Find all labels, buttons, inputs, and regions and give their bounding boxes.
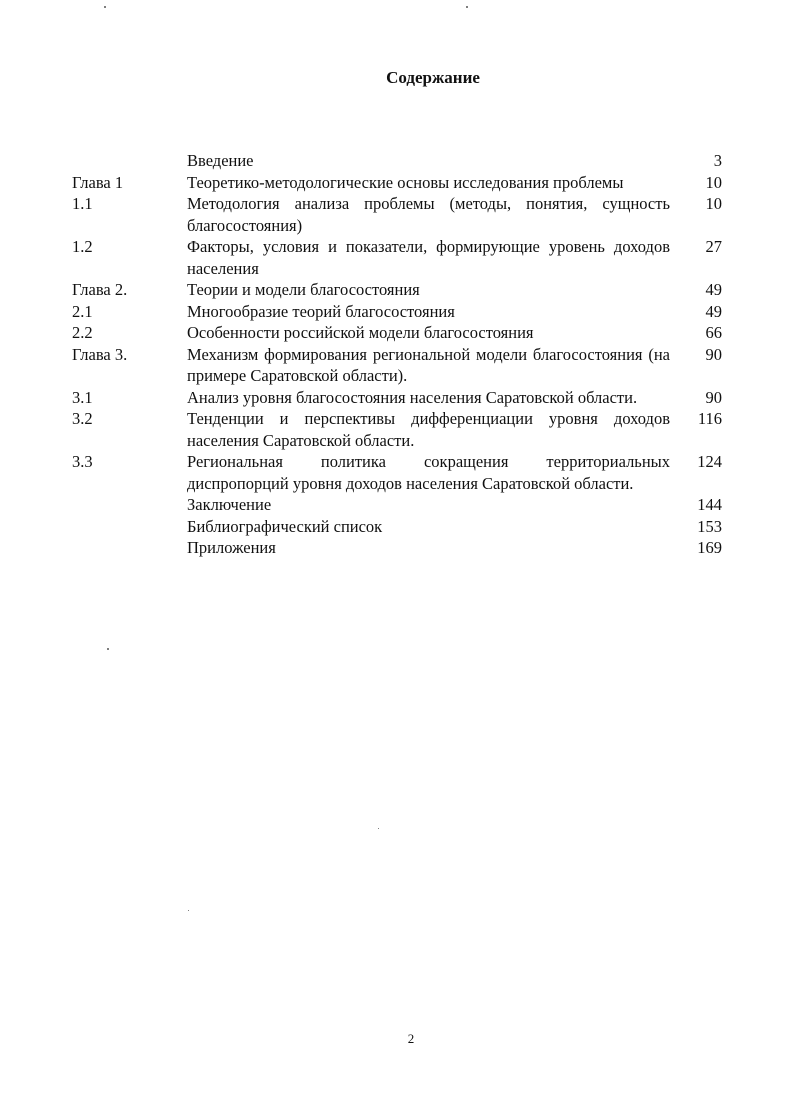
toc-entry[interactable] (72, 408, 722, 451)
toc-entry-number: Глава 2. (72, 280, 128, 299)
toc-entry[interactable] (72, 387, 722, 409)
toc-entry[interactable] (72, 236, 722, 279)
toc-entry-title: Механизм формирования региональной модели благосостояния (на примере Саратовской области). (187, 344, 670, 385)
toc-entry[interactable] (72, 344, 722, 387)
toc-entry-number: 1.2 (72, 237, 93, 256)
scan-speck (104, 6, 106, 8)
toc-entry-page: 169 (697, 538, 722, 557)
toc-entry-number: 3.1 (72, 387, 93, 407)
toc-entry-title: Библиографический список (187, 516, 383, 536)
scan-speck (378, 828, 379, 829)
toc-entry[interactable] (72, 516, 722, 538)
table-of-contents (72, 150, 722, 559)
toc-entry[interactable] (72, 150, 722, 172)
toc-entry-title: Многообразие теорий благосостояния (187, 301, 455, 321)
toc-entry-number: Глава 3. (72, 344, 128, 364)
scan-speck (466, 6, 468, 8)
toc-entry-title: Анализ уровня благосостояния населения Саратовской области. (187, 387, 638, 407)
toc-entry-title: Теории и модели благосостояния (187, 280, 420, 299)
toc-entry-number: 3.2 (72, 409, 93, 428)
toc-entry[interactable] (72, 193, 722, 236)
toc-entry-page: 116 (697, 409, 722, 428)
toc-entry-page: 124 (697, 452, 722, 471)
toc-entry-page: 144 (697, 495, 722, 514)
toc-entry[interactable] (72, 451, 722, 494)
toc-entry-page: 49 (705, 301, 722, 321)
toc-entry-page: 66 (705, 323, 722, 342)
toc-entry-page: 27 (705, 237, 722, 256)
toc-entry-number: Глава 1 (72, 172, 124, 192)
toc-entry-number: 1.1 (72, 194, 93, 213)
toc-entry-page: 10 (705, 194, 722, 213)
toc-entry-title: Региональная политика сокращения территориальных диспропорций уровня доходов населения Саратовской области. (187, 452, 670, 493)
toc-entry-title: Заключение (187, 495, 272, 514)
toc-entry-page: 90 (705, 344, 722, 364)
toc-entry[interactable] (72, 279, 722, 301)
scan-speck (107, 648, 109, 650)
toc-entry-number: 2.2 (72, 323, 93, 342)
page-number: 2 (407, 1031, 415, 1046)
toc-entry-title: Факторы, условия и показатели, формирующие уровень доходов населения (187, 237, 670, 278)
toc-entry-number: 3.3 (72, 452, 93, 471)
scan-speck (188, 910, 189, 911)
toc-entry[interactable] (72, 322, 722, 344)
toc-entry-page: 10 (705, 172, 722, 192)
toc-entry[interactable] (72, 301, 722, 323)
toc-entry-number: 2.1 (72, 301, 93, 321)
toc-entry[interactable] (72, 537, 722, 559)
toc-entry-title: Тенденции и перспективы дифференциации уровня доходов населения Саратовской области. (187, 409, 670, 450)
toc-entry[interactable] (72, 172, 722, 194)
toc-entry-title: Особенности российской модели благосостояния (187, 323, 534, 342)
toc-entry-page: 90 (705, 387, 722, 407)
toc-entry-page: 153 (697, 516, 722, 536)
toc-entry-page: 49 (705, 280, 722, 299)
toc-entry[interactable] (72, 494, 722, 516)
toc-entry-title: Приложения (187, 538, 276, 557)
toc-entry-page: 3 (713, 151, 722, 170)
page-title: Содержание (386, 68, 480, 87)
toc-entry-title: Теоретико-методологические основы исследования проблемы (187, 172, 624, 192)
toc-entry-title: Методология анализа проблемы (методы, понятия, сущность благосостояния) (187, 194, 670, 235)
toc-entry-title: Введение (187, 151, 254, 170)
